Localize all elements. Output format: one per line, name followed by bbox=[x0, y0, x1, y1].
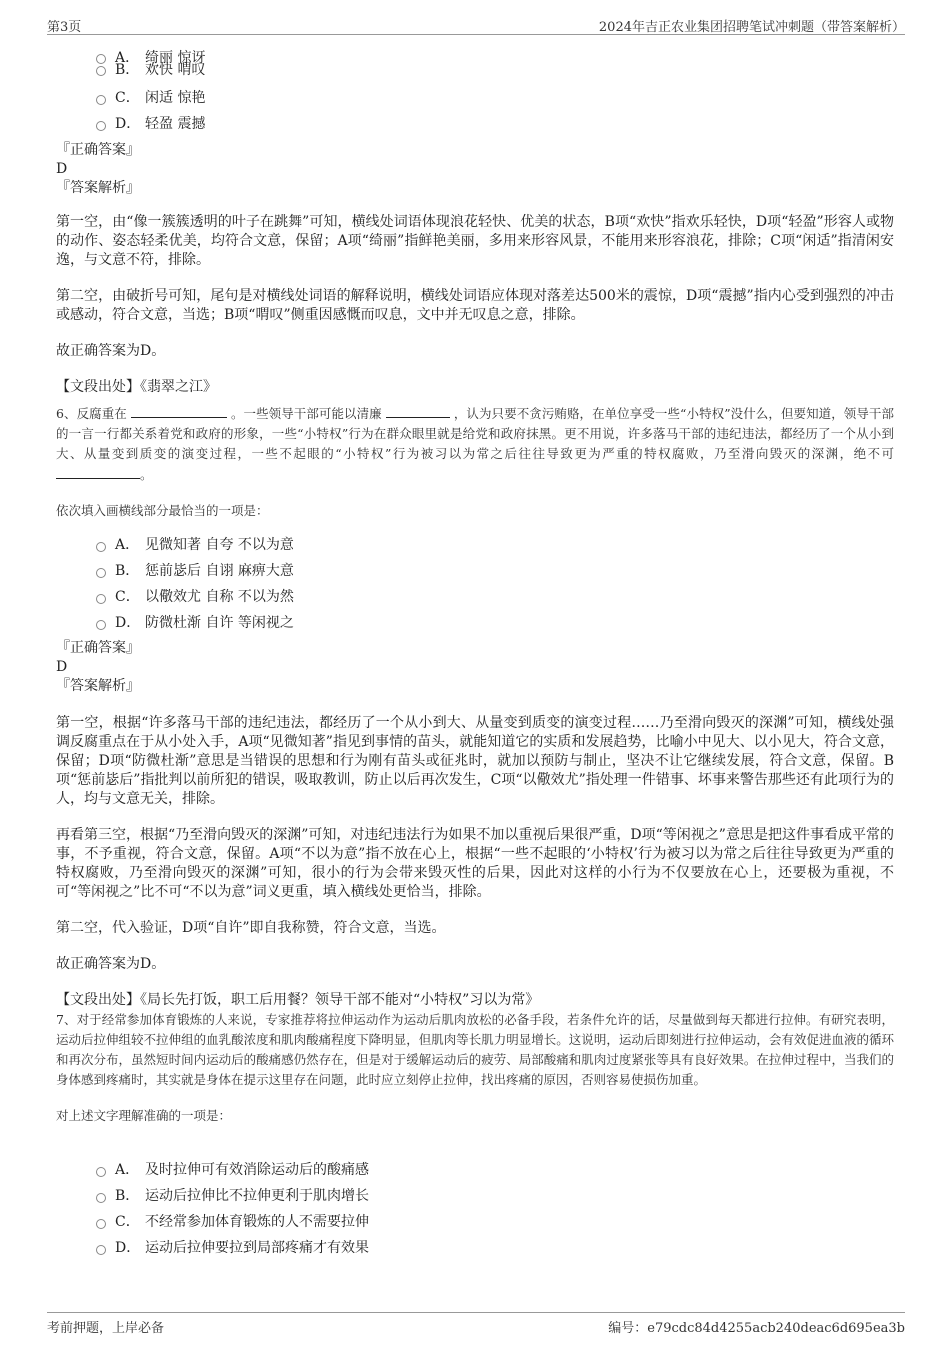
source-citation: 【文段出处】《局长先打饭，职工后用餐？领导干部不能对“小特权”习以为常》 bbox=[56, 992, 540, 1008]
stem-text: 。 bbox=[140, 467, 153, 482]
option-text: 轻盈 震撼 bbox=[145, 116, 206, 132]
option-text: 及时拉伸可有效消除运动后的酸痛感 bbox=[145, 1162, 369, 1178]
option-letter: D． bbox=[115, 116, 141, 132]
option-text: 闲适 惊艳 bbox=[145, 90, 206, 106]
option-d[interactable] bbox=[56, 611, 896, 637]
q5-answer-block bbox=[56, 141, 896, 198]
answer-label: 『正确答案』 bbox=[56, 640, 140, 656]
option-letter: B． bbox=[115, 563, 140, 579]
option-text: 见微知著 自夸 不以为意 bbox=[145, 537, 294, 553]
option-letter: A． bbox=[115, 1162, 140, 1178]
analysis-label: 『答案解析』 bbox=[56, 678, 140, 694]
blank-2[interactable] bbox=[386, 403, 450, 418]
analysis-paragraph: 第二空，由破折号可知，尾句是对横线处词语的解释说明，横线处词语应体现对落差达500米的震惊，D项“震撼”指内心受到强烈的冲击或感动，符合文意，当选；B项“喟叹”侧重因感慨而叹息，文中并无叹息之意，排除。 bbox=[56, 288, 894, 323]
option-c[interactable] bbox=[56, 86, 206, 112]
stem-text: 。一些领导干部可能以清廉 bbox=[230, 406, 382, 421]
option-text: 不经常参加体育锻炼的人不需要拉伸 bbox=[145, 1214, 369, 1230]
stem-text: 7、对于经常参加体育锻炼的人来说，专家推荐将拉伸运动作为运动后肌肉放松的必备手段，若条件允许的话，尽量做到每天都进行拉伸。有研究表明，运动后拉伸组较不拉伸组的血乳酸浓度和肌肉酸痛程度下降明显，但肌肉等长肌力明显增长。这说明，运动后即刻进行拉伸运动，会有效促进血液的循环和再次分布，虽然短时间内运动后的酸痛感仍然存在，但是对于缓解运动后的疲劳、局部酸痛和肌肉过度紧张等具有良好效果。在拉伸过程中，当我们的身体感到疼痛时，其实就是身体在提示这里存在问题，此时应立刻停止拉伸，找出疼痛的原因，否则容易使损伤加重。 bbox=[56, 1012, 894, 1087]
option-text: 运动后拉伸比不拉伸更利于肌肉增长 bbox=[145, 1188, 369, 1204]
answer-value: D bbox=[56, 161, 68, 177]
radio-icon[interactable] bbox=[96, 568, 106, 578]
option-letter: D． bbox=[115, 1240, 141, 1256]
option-letter: A． bbox=[115, 537, 140, 553]
q6-answer-block bbox=[56, 639, 896, 696]
option-letter: C． bbox=[115, 589, 140, 605]
radio-icon[interactable] bbox=[96, 54, 106, 64]
stem-text: ，认为只要不贪污贿赂，在单位享受一些“小特权”没什么，但要知道，领导干部的一言一行都关系着党和政府的形象，一些“小特权”行为在群众眼里就是给党和政府抹黑。更不用说，许多落马干部的违纪违法，都经历了一个从小到大、从量变到质变的演变过程，一些不起眼的“小特权”行为被习以为常之后往往导致更为严重的特权腐败，乃至滑向毁灭的深渊，绝不可 bbox=[56, 406, 894, 461]
analysis-paragraph: 再看第三空，根据“乃至滑向毁灭的深渊”可知，对违纪违法行为如果不加以重视后果很严重，D项“等闲视之”意思是把这件事看成平常的事，不予重视，符合文意，保留。A项“不以为意”指不放在心上，根据“一些不起眼的‘小特权’行为被习以为常之后往往导致更为严重的特权腐败，乃至滑向毁灭的深渊”可知，很小的行为会带来毁灭性的后果，因此对这样的小行为不仅要放在心上，还要极为重视，不可“等闲视之”比不可“不以为意”词义更重，填入横线处更恰当，排除。 bbox=[56, 827, 894, 900]
radio-icon[interactable] bbox=[96, 594, 106, 604]
radio-icon[interactable] bbox=[96, 1245, 106, 1255]
option-b[interactable] bbox=[56, 1184, 896, 1210]
question-prompt: 依次填入画横线部分最恰当的一项是： bbox=[56, 503, 269, 518]
blank-1[interactable] bbox=[131, 403, 227, 418]
footer-slogan: 考前押题，上岸必备 bbox=[47, 1321, 165, 1336]
page-number: 第3页 bbox=[47, 20, 82, 35]
question-prompt: 对上述文字理解准确的一项是： bbox=[56, 1108, 232, 1123]
option-letter: A． bbox=[115, 50, 140, 66]
stem-text: 6、反腐重在 bbox=[56, 406, 127, 421]
option-d[interactable] bbox=[56, 112, 206, 138]
option-text: 欢快 喟叹 bbox=[145, 62, 206, 78]
option-letter: D． bbox=[115, 615, 141, 631]
option-letter: C． bbox=[115, 90, 140, 106]
radio-icon[interactable] bbox=[96, 1167, 106, 1177]
option-a[interactable] bbox=[56, 1158, 896, 1184]
analysis-label: 『答案解析』 bbox=[56, 180, 140, 196]
document-id: 编号：e79cdc84d4255acb240deac6d695ea3b bbox=[608, 1321, 905, 1336]
q5-analysis bbox=[56, 213, 894, 397]
option-a[interactable] bbox=[56, 533, 896, 559]
radio-icon[interactable] bbox=[96, 121, 106, 131]
q6-options bbox=[56, 533, 896, 637]
option-text: 惩前毖后 自诩 麻痹大意 bbox=[145, 563, 294, 579]
radio-icon[interactable] bbox=[96, 95, 106, 105]
analysis-paragraph: 第二空，代入验证，D项“自许”即自我称赞，符合文意，当选。 bbox=[56, 920, 446, 936]
answer-label: 『正确答案』 bbox=[56, 142, 140, 158]
radio-icon[interactable] bbox=[96, 620, 106, 630]
blank-3[interactable] bbox=[56, 464, 140, 479]
radio-icon[interactable] bbox=[96, 1193, 106, 1203]
analysis-paragraph: 第一空，由“像一簇簇透明的叶子在跳舞”可知，横线处词语体现浪花轻快、优美的状态，B项“欢快”指欢乐轻快，D项“轻盈”形容人或物的动作、姿态轻柔优美，均符合文意，保留；A项“绮丽”指鲜艳美丽，多用来形容风景，不能用来形容浪花，排除；C项“闲适”指清闲安逸，与文意不符，排除。 bbox=[56, 214, 894, 268]
option-text: 防微杜渐 自许 等闲视之 bbox=[145, 615, 294, 631]
page-footer bbox=[47, 1312, 905, 1335]
analysis-paragraph: 第一空，根据“许多落马干部的违纪违法，都经历了一个从小到大、从量变到质变的演变过程……乃至滑向毁灭的深渊”可知，横线处强调反腐重点在于从小处入手，A项“见微知著”指见到事情的苗头，就能知道它的实质和发展趋势，比喻小中见大、以小见大，符合文意，保留；D项“防微杜渐”意思是当错误的思想和行为刚有苗头或征兆时，就加以预防与制止，坚决不让它继续发展，符合文意，保留。B项“惩前毖后”指批判以前所犯的错误，吸取教训，防止以后再次发生，C项“以儆效尤”指处理一件错事、坏事来警告那些还有此项行为的人，均与文意无关，排除。 bbox=[56, 715, 894, 807]
analysis-paragraph: 故正确答案为D。 bbox=[56, 956, 166, 972]
q6-analysis bbox=[56, 714, 894, 1010]
option-text: 运动后拉伸要拉到局部疼痛才有效果 bbox=[145, 1240, 369, 1256]
q6-stem bbox=[56, 403, 894, 521]
q7-options bbox=[56, 1158, 896, 1262]
radio-icon[interactable] bbox=[96, 66, 106, 76]
option-d[interactable] bbox=[56, 1236, 896, 1262]
page-header bbox=[47, 14, 905, 35]
option-letter: B． bbox=[115, 62, 140, 78]
q7-stem bbox=[56, 1010, 894, 1126]
document-title: 2024年吉正农业集团招聘笔试冲刺题（带答案解析） bbox=[598, 20, 905, 35]
option-letter: B． bbox=[115, 1188, 140, 1204]
answer-value: D bbox=[56, 659, 68, 675]
radio-icon[interactable] bbox=[96, 1219, 106, 1229]
option-c[interactable] bbox=[56, 585, 896, 611]
option-text: 绮丽 惊讶 bbox=[145, 50, 206, 66]
source-citation: 【文段出处】《翡翠之江》 bbox=[56, 379, 217, 395]
option-b[interactable] bbox=[56, 559, 896, 585]
option-c[interactable] bbox=[56, 1210, 896, 1236]
option-letter: C． bbox=[115, 1214, 140, 1230]
radio-icon[interactable] bbox=[96, 542, 106, 552]
option-text: 以儆效尤 自称 不以为然 bbox=[145, 589, 294, 605]
analysis-paragraph: 故正确答案为D。 bbox=[56, 343, 166, 359]
